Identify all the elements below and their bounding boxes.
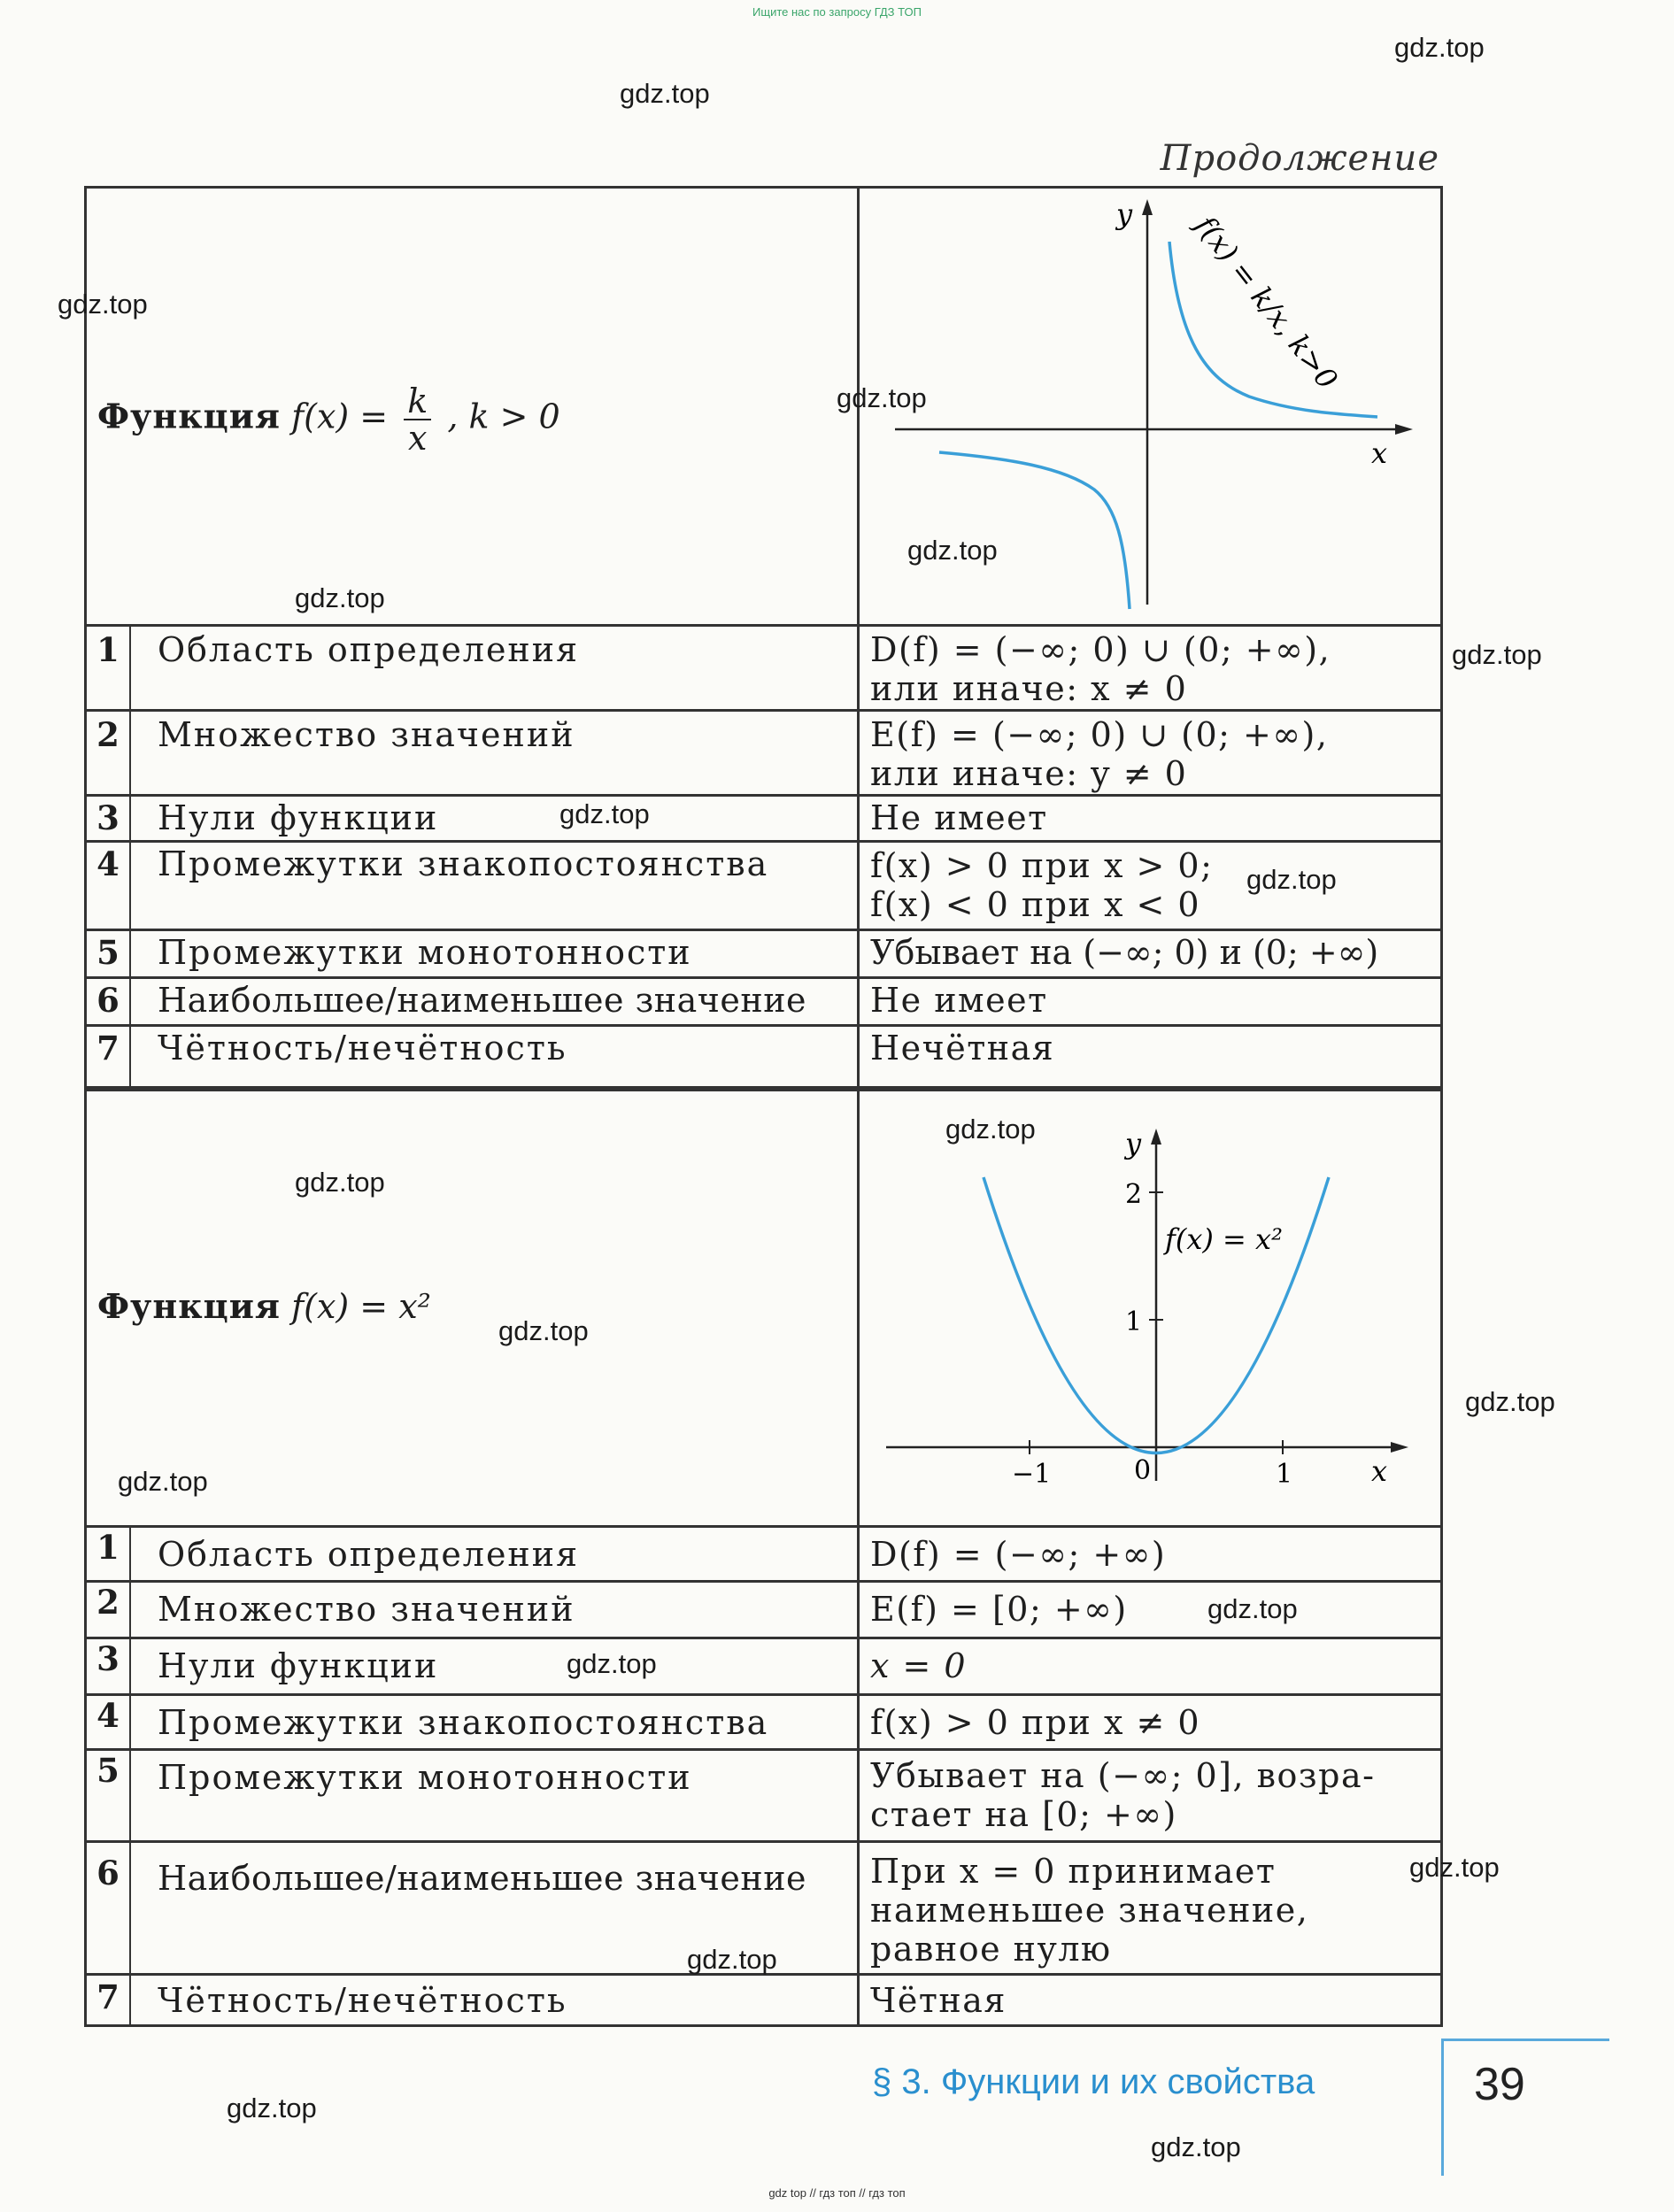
section-title: § 3. Функции и их свойства	[872, 2062, 1315, 2101]
watermark: gdz.top	[1452, 639, 1542, 670]
watermark: gdz.top	[295, 582, 385, 613]
row-number: 7	[96, 1029, 120, 1067]
watermark: gdz.top	[620, 78, 710, 109]
watermark: gdz.top	[1409, 1852, 1500, 1883]
table-row	[87, 794, 1440, 843]
page-corner-line	[1441, 2039, 1609, 2041]
property-value: При x = 0 принимает наименьшее значение, равное нулю	[870, 1852, 1309, 1969]
axis-y-label: y	[1116, 197, 1133, 231]
property-label: Множество значений	[158, 1590, 575, 1629]
row-number: 2	[96, 1583, 120, 1622]
table-row	[87, 1525, 1440, 1583]
watermark: gdz.top	[227, 2093, 317, 2123]
watermark: gdz.top	[567, 1648, 657, 1679]
table-row	[87, 709, 1440, 797]
property-value: f(x) > 0 при x > 0; f(x) < 0 при x < 0	[870, 846, 1214, 924]
number-divider	[129, 1976, 131, 2027]
watermark: gdz.top	[907, 535, 998, 566]
property-label: Промежутки знакопостоянства	[158, 844, 769, 883]
axis-x-label: x	[1371, 436, 1388, 470]
property-value: x = 0	[870, 1646, 968, 1685]
watermark: gdz.top	[58, 289, 148, 320]
watermark: gdz.top	[118, 1466, 208, 1497]
table-row	[87, 1748, 1440, 1843]
row-number: 2	[96, 715, 120, 754]
row-number: 1	[96, 630, 120, 669]
number-divider	[129, 843, 131, 931]
watermark: gdz.top	[1394, 32, 1485, 63]
property-value: Чётная	[870, 1981, 1007, 2020]
property-label: Наибольшее/наименьшее значение	[158, 1859, 807, 1898]
axis-y-label: y	[1125, 1127, 1142, 1160]
continuation-label: Продолжение	[1160, 138, 1439, 179]
property-label: Множество значений	[158, 715, 575, 754]
property-value: Не имеет	[870, 981, 1048, 1020]
tick-label-y: 1	[1125, 1306, 1143, 1337]
property-value: Убывает на (−∞; 0], возра- стает на [0; +∞)	[870, 1756, 1376, 1834]
tick-label-x: −1	[1012, 1459, 1052, 1490]
property-value: Не имеет	[870, 798, 1048, 837]
property-value: D(f) = (−∞; +∞)	[870, 1535, 1167, 1574]
number-divider	[129, 712, 131, 797]
function-title: Функция f(x) = x²	[97, 1286, 431, 1326]
watermark: gdz.top	[295, 1167, 385, 1198]
tick-label-x: 1	[1276, 1459, 1293, 1490]
page-number: 39	[1474, 2059, 1525, 2110]
table-row	[87, 929, 1440, 979]
graph-label: f(x) = x²	[1165, 1222, 1283, 1256]
footer-note: gdz top // гдз топ // гдз топ	[768, 2186, 906, 2200]
number-divider	[129, 979, 131, 1027]
header-note: Ищите нас по запросу ГДЗ ТОП	[752, 5, 922, 19]
table-row	[87, 976, 1440, 1027]
axis-x-label: x	[1371, 1454, 1388, 1488]
table-row	[87, 840, 1440, 931]
row-number: 3	[96, 798, 120, 837]
watermark: gdz.top	[1465, 1386, 1555, 1417]
number-divider	[129, 797, 131, 843]
watermark: gdz.top	[837, 382, 927, 413]
property-value: f(x) > 0 при x ≠ 0	[870, 1703, 1201, 1742]
y-axis-arrow	[1151, 1129, 1161, 1145]
property-label: Промежутки монотонности	[158, 1758, 692, 1797]
x-axis-arrow	[1391, 1442, 1408, 1453]
number-divider	[129, 1751, 131, 1843]
property-value: E(f) = (−∞; 0) ∪ (0; +∞), или иначе: y ≠ 0	[870, 715, 1329, 793]
number-divider	[129, 1639, 131, 1696]
watermark: gdz.top	[1246, 864, 1337, 895]
table-row	[87, 1024, 1440, 1089]
watermark: gdz.top	[559, 798, 650, 829]
number-divider	[129, 1696, 131, 1751]
property-label: Промежутки знакопостоянства	[158, 1703, 769, 1742]
x-axis-arrow	[1395, 424, 1413, 435]
row-number: 6	[96, 1854, 120, 1892]
watermark: gdz.top	[945, 1114, 1036, 1145]
table-row	[87, 1693, 1440, 1751]
hyperbola-branch-negative	[939, 452, 1130, 609]
tick-label-y: 2	[1125, 1179, 1143, 1210]
row-number: 4	[96, 1696, 120, 1735]
row-number: 7	[96, 1977, 120, 2016]
property-label: Область определения	[158, 1535, 580, 1574]
property-label: Область определения	[158, 630, 580, 669]
property-value: Нечётная	[870, 1029, 1055, 1067]
property-label: Нули функции	[158, 798, 439, 837]
row-number: 6	[96, 981, 120, 1020]
property-label: Чётность/нечётность	[158, 1981, 567, 2020]
row-number: 1	[96, 1528, 120, 1567]
property-label: Нули функции	[158, 1646, 439, 1685]
property-value: Убывает на (−∞; 0) и (0; +∞)	[870, 933, 1379, 972]
fraction: $\frac{k}{x}$	[404, 383, 431, 456]
function-title: Функция f(x) = $\frac{k}{x}$ , k > 0	[97, 382, 560, 458]
property-label: Чётность/нечётность	[158, 1029, 567, 1067]
function-table-hyperbola	[84, 186, 1443, 1089]
y-axis-arrow	[1142, 199, 1153, 215]
number-divider	[129, 1528, 131, 1583]
row-number: 4	[96, 844, 120, 883]
watermark: gdz.top	[1151, 2131, 1241, 2162]
property-value: D(f) = (−∞; 0) ∪ (0; +∞), или иначе: x ≠ 0	[870, 630, 1331, 708]
number-divider	[129, 1843, 131, 1976]
row-number: 5	[96, 1751, 120, 1790]
property-label: Промежутки монотонности	[158, 933, 692, 972]
tick-label-x: 0	[1134, 1455, 1152, 1486]
page-corner-line	[1441, 2039, 1444, 2176]
table-row	[87, 1637, 1440, 1696]
number-divider	[129, 931, 131, 979]
table-row	[87, 1973, 1440, 2027]
row-number: 5	[96, 933, 120, 972]
number-divider	[129, 1027, 131, 1089]
number-divider	[129, 1583, 131, 1639]
property-value: E(f) = [0; +∞)	[870, 1590, 1128, 1629]
property-label: Наибольшее/наименьшее значение	[158, 981, 807, 1020]
watermark: gdz.top	[687, 1944, 777, 1975]
table-row	[87, 624, 1440, 712]
function-table-parabola	[84, 1089, 1443, 2027]
watermark: gdz.top	[498, 1315, 589, 1346]
number-divider	[129, 627, 131, 712]
parabola-graph	[860, 1091, 1440, 1525]
watermark: gdz.top	[1207, 1593, 1298, 1624]
graph-label: f(x) = k/x, k>0	[1188, 209, 1345, 396]
row-number: 3	[96, 1639, 120, 1678]
